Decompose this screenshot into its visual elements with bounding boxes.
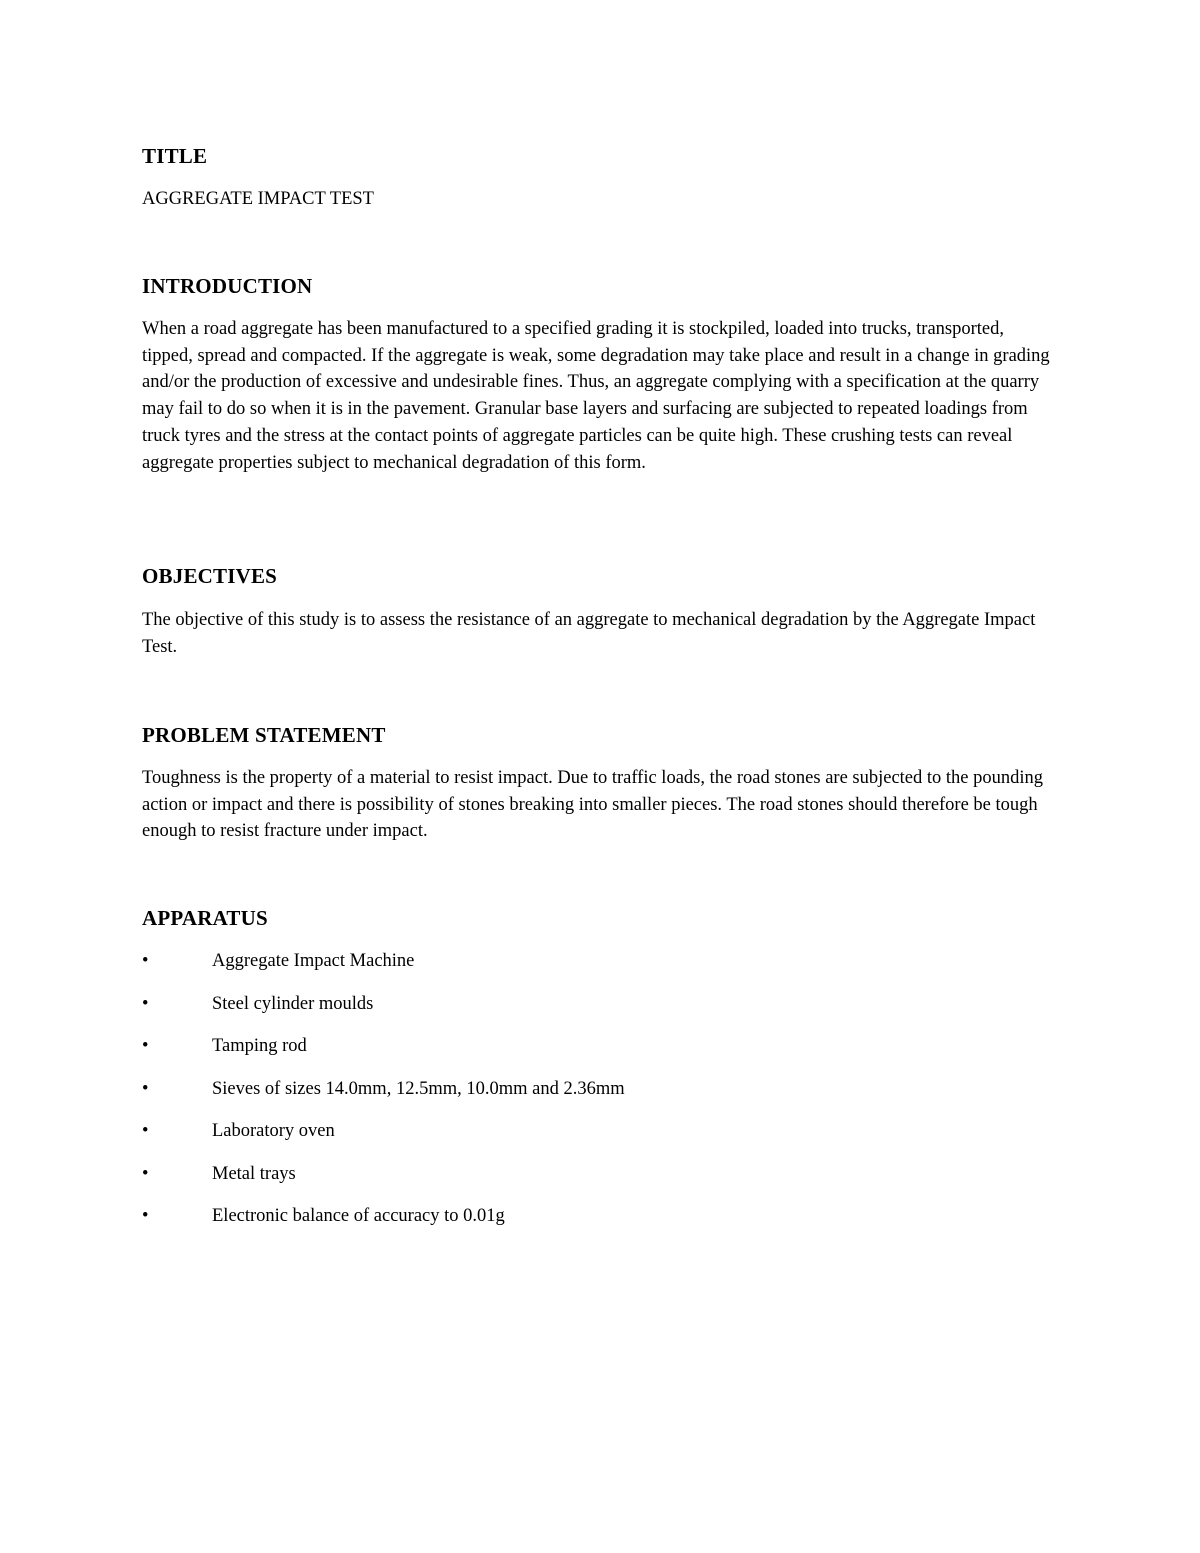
bullet-icon: • <box>142 1163 149 1184</box>
bullet-icon: • <box>142 1121 149 1141</box>
bullet-icon: • <box>142 1078 149 1099</box>
bullet-icon: • <box>142 1206 149 1226</box>
list-item-text: Steel cylinder moulds <box>212 993 374 1014</box>
introduction-paragraph: When a road aggregate has been manufactured to a specified grading it is stockpiled, loaded into trucks, transported, tipped, spread and compacted. If the aggregate is weak, some degradation may take place and result in a change in grading and/or the production of excessive and undesirable fines. Thus, an aggregate complying with a specification at the quarry may fail to do so when it is in the pavement. Granular base layers and surfacing are subjected to repeated loadings from truck tyres and the stress at the contact points of aggregate particles can be quite high. These crushing tests can reveal aggregate properties subject to mechanical degradation of this form. <box>142 319 1050 473</box>
list-item-text: Metal trays <box>212 1163 296 1184</box>
list-item-text: Aggregate Impact Machine <box>212 951 415 971</box>
objectives-heading: OBJECTIVES <box>142 564 278 588</box>
objectives-paragraph: The objective of this study is to assess the resistance of an aggregate to mechanical degradation by the Aggregate Impact Test. <box>142 610 1036 657</box>
bullet-icon: • <box>142 1036 149 1056</box>
list-item-text: Sieves of sizes 14.0mm, 12.5mm, 10.0mm and 2.36mm <box>212 1078 625 1099</box>
introduction-heading: INTRODUCTION <box>142 274 313 298</box>
title-text: AGGREGATE IMPACT TEST <box>142 189 374 209</box>
bullet-icon: • <box>142 951 149 971</box>
problem-statement-heading: PROBLEM STATEMENT <box>142 723 386 747</box>
bullet-icon: • <box>142 993 149 1014</box>
list-item-text: Electronic balance of accuracy to 0.01g <box>212 1206 505 1226</box>
apparatus-heading: APPARATUS <box>142 906 268 930</box>
list-item-text: Tamping rod <box>212 1036 307 1056</box>
list-item-text: Laboratory oven <box>212 1121 335 1141</box>
problem-statement-paragraph: Toughness is the property of a material to resist impact. Due to traffic loads, the road stones are subjected to the pounding action or impact and there is possibility of stones breaking into smaller pieces. The road stones should therefore be tough enough to resist fracture under impact. <box>142 768 1044 842</box>
title-heading: TITLE <box>142 144 208 168</box>
